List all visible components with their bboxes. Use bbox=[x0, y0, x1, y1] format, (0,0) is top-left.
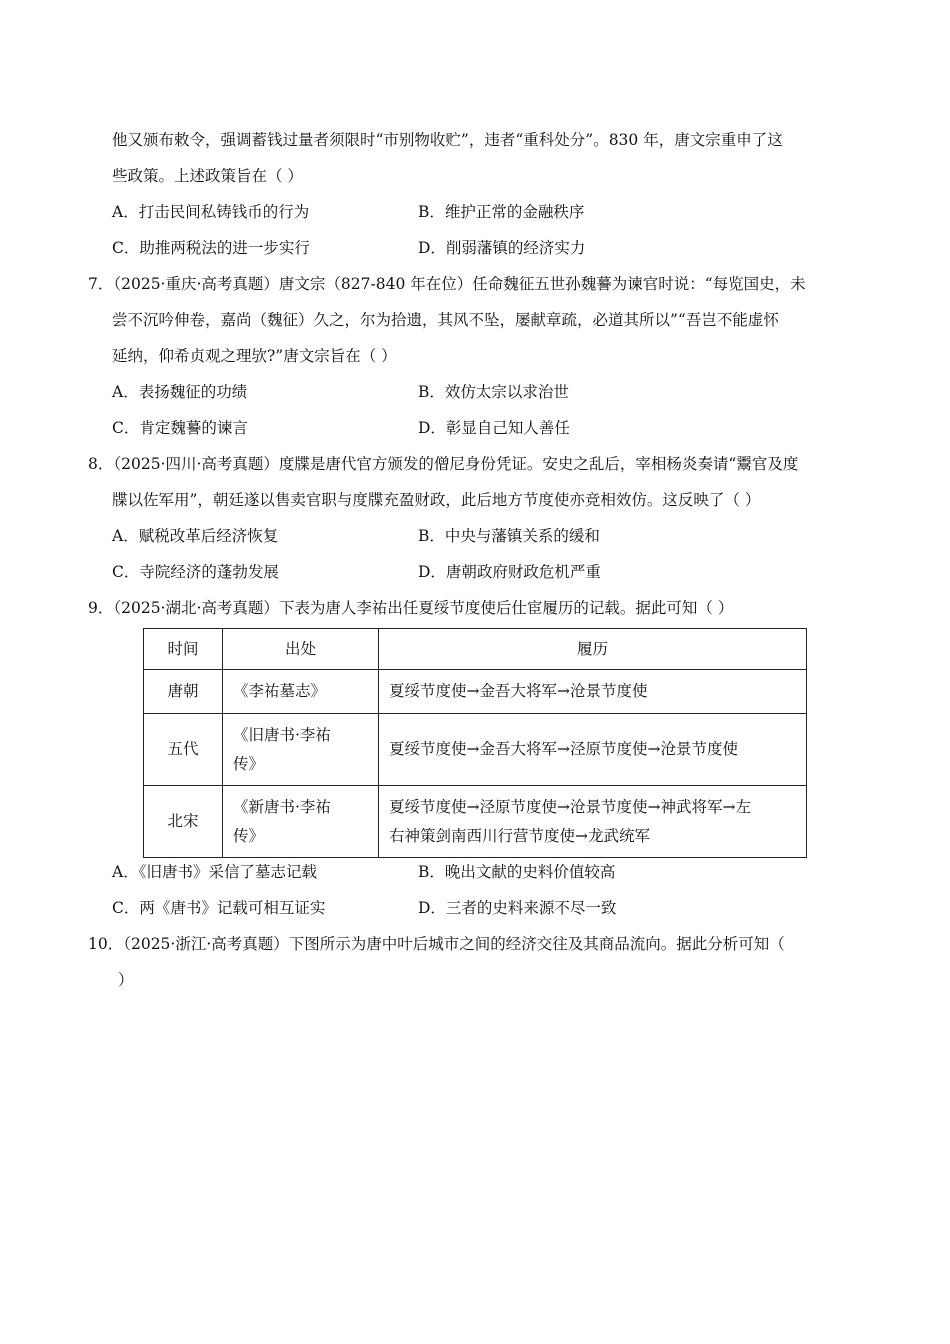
q6-option-a[interactable]: A．打击民间私铸钱币的行为 bbox=[112, 203, 310, 221]
cell-record bbox=[379, 714, 807, 786]
cell-source-line: 《旧唐书·李祐 bbox=[233, 725, 331, 744]
cell-source bbox=[223, 670, 379, 714]
q9-option-b[interactable]: B．晚出文献的史料价值较高 bbox=[418, 863, 616, 881]
cell-source-line: 传》 bbox=[233, 754, 265, 773]
cell-source-line: 《新唐书·李祐 bbox=[233, 797, 331, 816]
table-row bbox=[144, 670, 807, 714]
q10-stem-line-2: ） bbox=[118, 971, 134, 989]
cell-time: 五代 bbox=[144, 714, 223, 786]
q7-option-a[interactable]: A．表扬魏征的功绩 bbox=[112, 383, 248, 401]
q7-option-b[interactable]: B．效仿太宗以求治世 bbox=[418, 383, 569, 401]
q8-option-c[interactable]: C．寺院经济的蓬勃发展 bbox=[112, 563, 279, 581]
table-row bbox=[144, 786, 807, 858]
table-row bbox=[144, 714, 807, 786]
table-header-row bbox=[144, 629, 807, 670]
q7-option-c[interactable]: C．肯定魏謩的谏言 bbox=[112, 419, 248, 437]
header-record: 履历 bbox=[379, 629, 807, 670]
q6-option-d[interactable]: D．削弱藩镇的经济实力 bbox=[418, 239, 586, 257]
cell-record-line: 右神策剑南西川行营节度使→龙武统军 bbox=[389, 826, 650, 845]
q7-stem-line-3: 延纳，仰希贞观之理欤?”唐文宗旨在（ ） bbox=[112, 347, 397, 365]
cell-time: 北宋 bbox=[144, 786, 223, 858]
q7-stem-line-2: 尝不沉吟伸卷，嘉尚（魏征）久之，尔为拾遗，其风不坠，屡献章疏，必道其所以”“吾岂不能虚怀 bbox=[112, 311, 779, 329]
q8-stem-line-1: 8．（2025·四川·高考真题）度牒是唐代官方颁发的僧尼身份凭证。安史之乱后，宰相杨炎奏请“鬻官及度 bbox=[88, 455, 799, 473]
q6-option-b[interactable]: B．维护正常的金融秩序 bbox=[418, 203, 585, 221]
q10-stem-line-1: 10．（2025·浙江·高考真题）下图所示为唐中叶后城市之间的经济交往及其商品流向。据此分析可知（ bbox=[88, 935, 785, 953]
q9-stem-line-1: 9．（2025·湖北·高考真题）下表为唐人李祐出任夏绥节度使后仕宦履历的记载。据此可知（ ） bbox=[88, 599, 734, 617]
cell-source bbox=[223, 786, 379, 858]
cell-record-line: 夏绥节度使→金吾大将军→泾原节度使→沧景节度使 bbox=[389, 740, 738, 758]
cell-time: 唐朝 bbox=[144, 670, 223, 714]
career-table bbox=[143, 628, 807, 858]
q9-option-a[interactable]: A．《旧唐书》采信了墓志记载 bbox=[112, 863, 317, 881]
q8-option-b[interactable]: B．中央与藩镇关系的缓和 bbox=[418, 527, 600, 545]
cell-record bbox=[379, 670, 807, 714]
q8-option-d[interactable]: D．唐朝政府财政危机严重 bbox=[418, 563, 601, 581]
cell-source bbox=[223, 714, 379, 786]
q6-stem-line-2: 些政策。上述政策旨在（ ） bbox=[112, 167, 303, 185]
q7-stem-line-1: 7．（2025·重庆·高考真题）唐文宗（827-840 年在位）任命魏征五世孙魏謩为谏官时说：“每览国史，未 bbox=[88, 275, 806, 293]
q7-option-d[interactable]: D．彰显自己知人善任 bbox=[418, 419, 570, 437]
cell-record-line: 夏绥节度使→泾原节度使→沧景节度使→神武将军→左 bbox=[389, 797, 751, 816]
cell-record-line: 夏绥节度使→金吾大将军→沧景节度使 bbox=[389, 682, 648, 700]
header-time: 时间 bbox=[144, 629, 223, 670]
q8-option-a[interactable]: A．赋税改革后经济恢复 bbox=[112, 527, 279, 545]
cell-record bbox=[379, 786, 807, 858]
q9-option-d[interactable]: D．三者的史料来源不尽一致 bbox=[418, 899, 617, 917]
q8-stem-line-2: 牒以佐军用”，朝廷遂以售卖官职与度牒充盈财政，此后地方节度使亦竞相效仿。这反映了（ ） bbox=[112, 491, 761, 509]
cell-source-line: 《李祐墓志》 bbox=[233, 682, 327, 700]
q6-option-c[interactable]: C．助推两税法的进一步实行 bbox=[112, 239, 310, 257]
header-source: 出处 bbox=[223, 629, 379, 670]
q6-stem-line-1: 他又颁布敕令，强调蓄钱过量者须限时“市别物收贮”，违者“重科处分”。830 年，唐文宗重申了这 bbox=[112, 131, 783, 149]
q9-option-c[interactable]: C．两《唐书》记载可相互证实 bbox=[112, 899, 326, 917]
cell-source-line: 传》 bbox=[233, 826, 265, 845]
